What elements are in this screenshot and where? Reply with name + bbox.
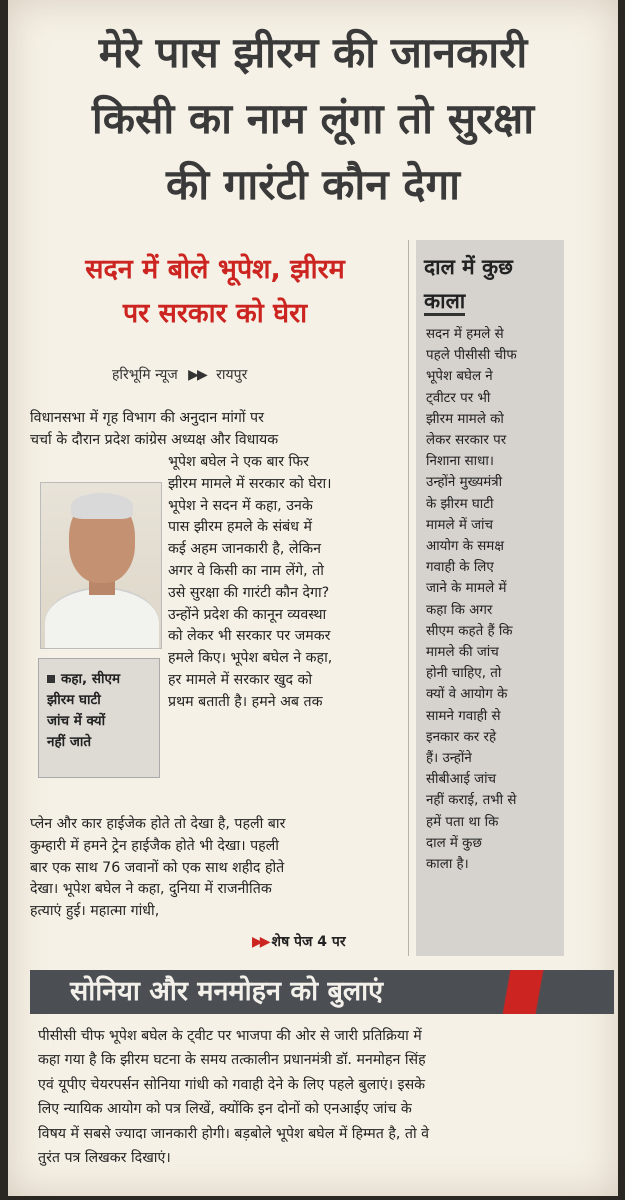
banner-accent	[490, 970, 614, 1014]
pull-quote	[38, 658, 160, 778]
sidebar-line: होनी चाहिए, तो	[426, 666, 502, 682]
article-line: पास झीरम हमले के संबंध में	[168, 519, 312, 536]
sidebar-line: सदन में हमले से	[426, 327, 504, 342]
sidebar-line: आयोग के समक्ष	[426, 539, 504, 555]
square-bullet-icon	[47, 675, 55, 683]
sidebar-line: सीबीआई जांच	[426, 772, 497, 788]
article-line: चर्चा के दौरान प्रदेश कांग्रेस अध्यक्ष और विधायक	[30, 431, 279, 448]
continue-arrows-icon: ▶▶	[252, 934, 268, 950]
article-line: हर मामले में सरकार खुद को	[168, 671, 313, 688]
sidebar-line: के झीरम घाटी	[426, 496, 494, 512]
sidebar-line: सामने गवाही से	[426, 708, 501, 724]
sidebar-line: भूपेश बघेल ने	[426, 369, 493, 385]
article-line: को लेकर भी सरकार पर जमकर	[168, 628, 331, 645]
sidebar-line: दाल में कुछ	[426, 835, 482, 851]
sidebar-line: क्यों वे आयोग के	[426, 687, 508, 703]
headline-line: मेरे पास झीरम की जानकारी	[98, 28, 528, 77]
sidebar-line: निशाना साधा।	[426, 454, 494, 470]
sidebar-line: हैं। उन्होंने	[426, 751, 472, 767]
byline-arrows-icon: ▶▶	[188, 367, 206, 383]
column-divider	[408, 240, 409, 956]
sidebar-line: गवाही के लिए	[426, 560, 494, 576]
sidebar-title-line: दाल में कुछ	[424, 255, 513, 279]
subheadline	[30, 248, 400, 336]
newspaper-page	[8, 0, 618, 1196]
bottom-article-line: कहा गया है कि झीरम घटना के समय तत्कालीन प्रधानमंत्री डॉ. मनमोहन सिंह	[38, 1052, 426, 1069]
continued-on-page	[252, 932, 346, 951]
sidebar-line: उन्होंने मुख्यमंत्री	[426, 475, 503, 491]
bottom-article-line: तुरंत पत्र लिखकर दिखाएं।	[38, 1150, 171, 1167]
article-line: हमले किए। भूपेश बघेल ने कहा,	[168, 650, 333, 667]
sidebar-line: ट्वीटर पर भी	[426, 390, 491, 406]
sidebar-line: काला है।	[426, 857, 469, 873]
article-line: देखा। भूपेश बघेल ने कहा, दुनिया में राजनीतिक	[30, 881, 272, 898]
article-line: झीरम मामले में सरकार को घेरा।	[168, 475, 332, 492]
article-line: हत्याएं हुई। महात्मा गांधी,	[30, 903, 160, 920]
sidebar-text	[426, 324, 558, 875]
headline-line: किसी का नाम लूंगा तो सुरक्षा	[91, 94, 535, 143]
article-line: कुम्हारी में हमने ट्रेन हाईजैक होते भी देखा। पहली	[30, 837, 279, 854]
headline	[28, 20, 598, 218]
subheadline-line: पर सरकार को घेरा	[122, 298, 308, 329]
sidebar-line: लेकर सरकार पर	[426, 433, 507, 449]
article-line: अगर वे किसी का नाम लेंगे, तो	[168, 562, 324, 579]
photo-shoulders	[45, 587, 159, 649]
continued-label: शेष पेज 4 पर	[271, 934, 346, 950]
sidebar-line: कहा कि अगर	[426, 602, 493, 618]
byline	[112, 365, 392, 384]
article-line: विधानसभा में गृह विभाग की अनुदान मांगों पर	[30, 410, 264, 426]
author-photo	[40, 482, 162, 649]
sidebar-line: मामले की जांच	[426, 645, 499, 661]
article-line: प्रथम बताती है। हमने अब तक	[168, 693, 323, 710]
sidebar-title-line: काला	[424, 289, 465, 316]
section-banner	[30, 970, 614, 1014]
bottom-article-line: पीसीसी चीफ भूपेश बघेल के ट्वीट पर भाजपा की ओर से जारी प्रतिक्रिया में	[38, 1028, 422, 1044]
article-line: उसे सुरक्षा की गारंटी कौन देगा?	[168, 584, 330, 601]
sidebar-title	[424, 250, 554, 318]
article-line: भूपेश बघेल ने एक बार फिर	[168, 454, 309, 470]
bottom-article	[38, 1024, 598, 1170]
byline-source: हरिभूमि न्यूज	[112, 367, 178, 383]
bottom-article-line: एवं यूपीए चेयरपर्सन सोनिया गांधी को गवाही देने के लिए पहले बुलाएं। इसके	[38, 1076, 426, 1093]
pull-quote-line: कहा, सीएम	[61, 671, 121, 687]
sidebar-line: हमें पता था कि	[426, 814, 499, 830]
sidebar-box	[416, 240, 564, 956]
pull-quote-line: झीरम घाटी	[47, 692, 101, 708]
bottom-article-line: लिए न्यायिक आयोग को पत्र लिखें, क्योंकि इन दोनों को एनआईए जांच के	[38, 1101, 412, 1118]
byline-city: रायपुर	[216, 367, 248, 383]
article-paragraph-wrapped	[168, 452, 405, 714]
article-paragraph-continued	[30, 814, 405, 923]
sidebar-line: जाने के मामले में	[426, 581, 507, 597]
article-line: बार एक साथ 76 जवानों को एक साथ शहीद होते	[30, 859, 285, 876]
headline-line: की गारंटी कौन देगा	[165, 160, 461, 209]
pull-quote-line: नहीं जाते	[47, 734, 92, 750]
bottom-article-line: विषय में सबसे ज्यादा जानकारी होगी। बड़बोले भूपेश बघेल में हिम्मत है, तो वे	[38, 1125, 430, 1142]
article-line: भूपेश ने सदन में कहा, उनके	[168, 497, 313, 514]
sidebar-line: नहीं कराई, तभी से	[426, 793, 517, 809]
banner-title: सोनिया और मनमोहन को बुलाएं	[70, 976, 384, 1007]
sidebar-line: इनकार कर रहे	[426, 729, 497, 745]
article-paragraph-intro	[30, 408, 405, 452]
article-line: कई अहम जानकारी है, लेकिन	[168, 541, 321, 558]
sidebar-line: मामले में जांच	[426, 517, 493, 533]
article-line: प्लेन और कार हाईजेक होते तो देखा है, पहली बार	[30, 816, 286, 832]
pull-quote-line: जांच में क्यों	[47, 713, 106, 729]
sidebar-line: झीरम मामले को	[426, 411, 504, 427]
sidebar-line: सीएम कहते हैं कि	[426, 623, 513, 639]
subheadline-line: सदन में बोले भूपेश, झीरम	[85, 254, 345, 285]
article-line: उन्होंने प्रदेश की कानून व्यवस्था	[168, 606, 327, 623]
sidebar-line: पहले पीसीसी चीफ	[426, 348, 517, 364]
photo-hair	[71, 493, 133, 519]
